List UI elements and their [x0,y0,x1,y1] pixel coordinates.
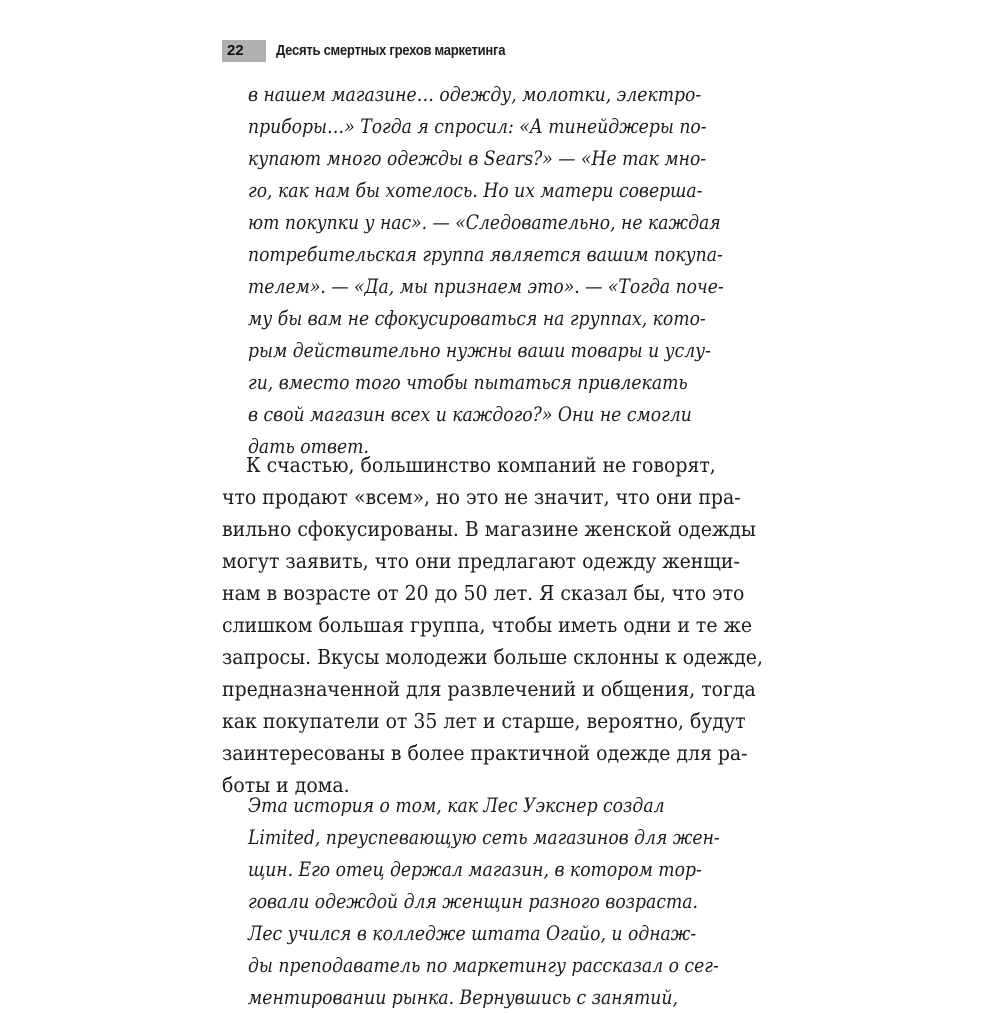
paragraph-line: запросы. Вкусы молодежи больше склонны к одежде, [222,645,763,669]
quote-line: ги, вместо того чтобы пытаться привлекать [248,370,688,394]
running-header [222,40,531,62]
quote-line: щин. Его отец держал магазин, в котором тор- [248,857,702,881]
paragraph-line: боты и дома. [222,773,350,797]
quote-line: в свой магазин всех и каждого?» Они не смогли [248,402,692,426]
quote-block-2 [248,789,804,1013]
quote-line: телем». — «Да, мы признаем это». — «Тогда поче- [248,274,724,298]
page-number: 22 [222,40,266,62]
paragraph-line: К счастью, большинство компаний не говорят, [222,453,716,477]
quote-line: дать ответ. [248,434,369,458]
paragraph-line: могут заявить, что они предлагают одежду женщи- [222,549,740,573]
quote-block-1 [248,78,804,462]
paragraph-line: что продают «всем», но это не значит, что они пра- [222,485,741,509]
paragraph-line: слишком большая группа, чтобы иметь одни и те же [222,613,753,637]
quote-line: ют покупки у нас». — «Следовательно, не каждая [248,210,721,234]
paragraph-line: вильно сфокусированы. В магазине женской одежды [222,517,756,541]
body-paragraph [222,449,778,801]
quote-line: ды преподаватель по маркетингу рассказал о сег- [248,953,719,977]
quote-line: приборы…» Тогда я спросил: «А тинейджеры по- [248,114,707,138]
paragraph-line: нам в возрасте от 20 до 50 лет. Я сказал бы, что это [222,581,745,605]
paragraph-line: предназначенной для развлечений и общения, тогда [222,677,756,701]
quote-line: рым действительно нужны ваши товары и услу- [248,338,711,362]
paragraph-line: как покупатели от 35 лет и старше, вероятно, будут [222,709,746,733]
quote-line: потребительская группа является вашим покупа- [248,242,723,266]
quote-line: го, как нам бы хотелось. Но их матери соверша- [248,178,703,202]
paragraph-line: заинтересованы в более практичной одежде для ра- [222,741,748,765]
quote-line: Limited, преуспевающую сеть магазинов для жен- [248,825,720,849]
running-title: Десять смертных грехов маркетинга [276,43,506,59]
quote-line: ментировании рынка. Вернувшись с занятий, [248,985,678,1009]
quote-line: Эта история о том, как Лес Уэкснер создал [248,793,665,817]
quote-line: говали одеждой для женщин разного возраста. [248,889,698,913]
quote-line: купают много одежды в Sears?» — «Не так мно- [248,146,707,170]
quote-line: в нашем магазине… одежду, молотки, электро- [248,82,702,106]
quote-line: Лес учился в колледже штата Огайо, и однаж- [248,921,697,945]
quote-line: му бы вам не сфокусироваться на группах, кото- [248,306,706,330]
